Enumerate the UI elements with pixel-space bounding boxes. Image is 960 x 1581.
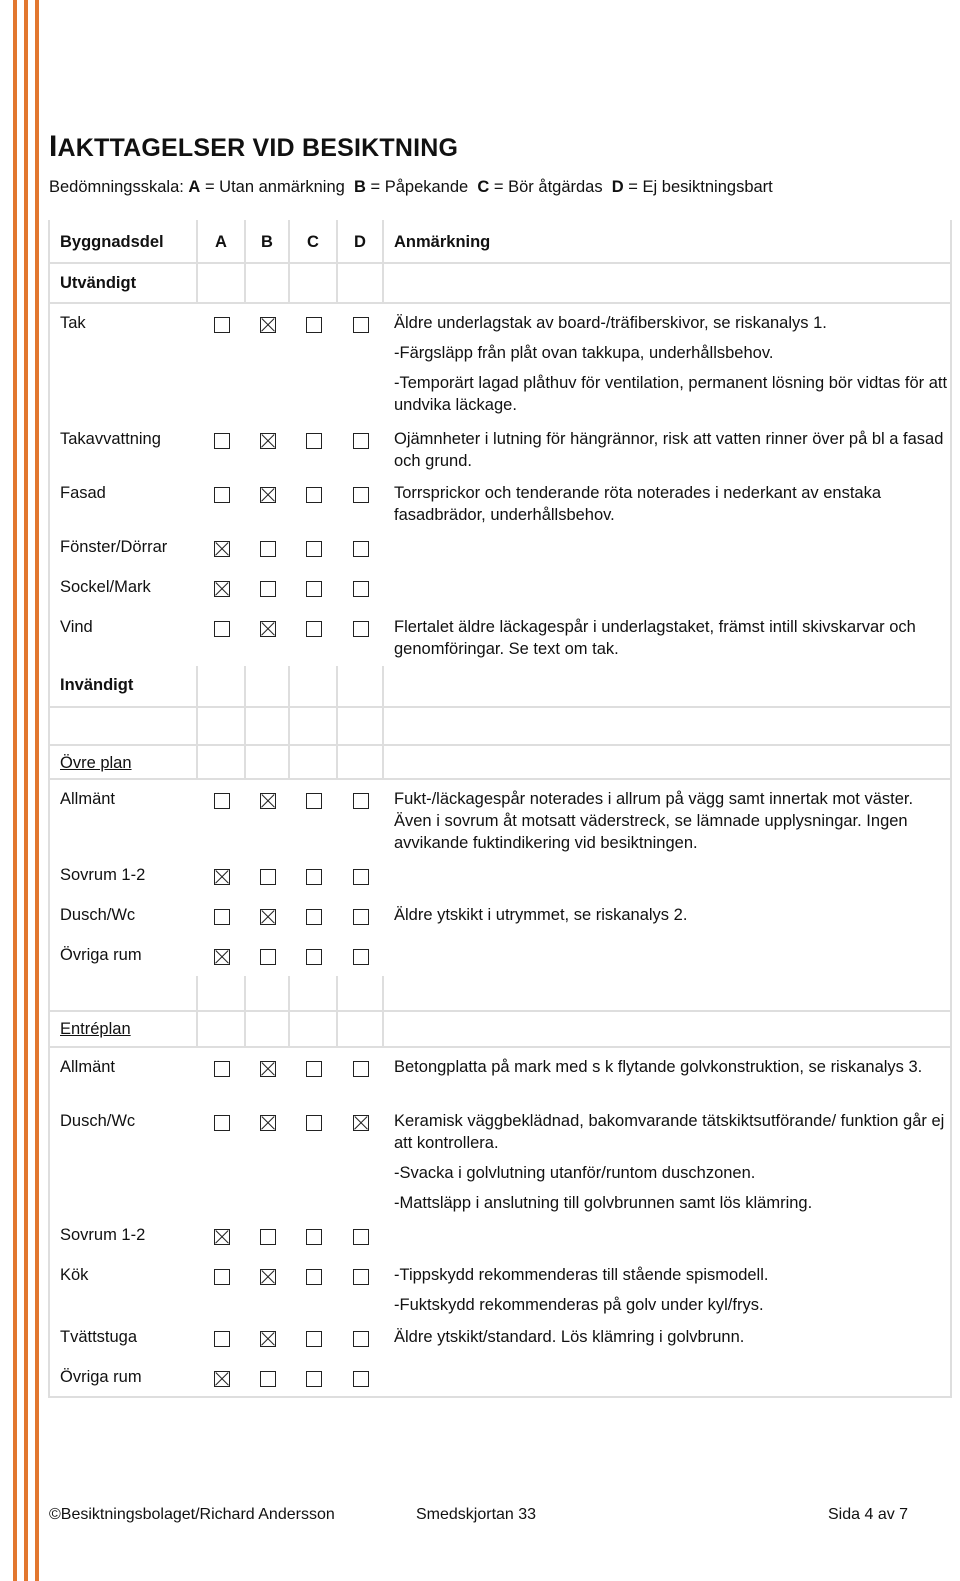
remark-cell: [384, 746, 952, 780]
table-row-u-dusch: [48, 896, 952, 936]
grade-cell-a: [198, 856, 246, 896]
part-label: Tak: [60, 314, 86, 332]
checkbox-d[interactable]: [353, 1229, 369, 1245]
remark-cell: [384, 1318, 952, 1358]
table-row-u-sovrum: [48, 856, 952, 896]
grade-cell-d: [338, 1012, 384, 1048]
grade-cell-b: [246, 708, 290, 746]
checkbox-b[interactable]: [260, 1371, 276, 1387]
part-label: Entréplan: [60, 1020, 131, 1038]
remark-cell: [384, 976, 952, 1012]
grade-cell-d: [338, 1318, 384, 1358]
section-row-outside: [48, 264, 952, 304]
checkbox-c[interactable]: [306, 541, 322, 557]
grade-cell-c: [290, 1318, 338, 1358]
part-cell: [48, 568, 198, 608]
grade-cell-d: [338, 856, 384, 896]
scale-key-d: D: [611, 178, 624, 196]
spacer-row: [48, 976, 952, 1012]
checkbox-d[interactable]: [353, 1331, 369, 1347]
remark-cell: [384, 1216, 952, 1256]
part-label: Tvättstuga: [60, 1328, 138, 1346]
remark-text: -Svacka i golvlutning utanför/runtom duschzonen.: [394, 1164, 756, 1182]
checkbox-c[interactable]: [306, 581, 322, 597]
footer-address: Smedskjortan 33: [416, 1506, 537, 1523]
checkbox-a[interactable]: [214, 1269, 230, 1285]
part-cell: [48, 1048, 198, 1102]
checkbox-b[interactable]: [260, 909, 276, 925]
grade-cell-b: [246, 304, 290, 420]
remark-cell: [384, 1012, 952, 1048]
grade-cell-a: [198, 528, 246, 568]
grade-cell-b: [246, 1048, 290, 1102]
checkbox-c[interactable]: [306, 1061, 322, 1077]
grade-cell-a: [198, 304, 246, 420]
remark-cell: [384, 528, 952, 568]
checkbox-b[interactable]: [260, 1115, 276, 1131]
grade-cell-b: [246, 474, 290, 528]
grade-cell-a: [198, 896, 246, 936]
checkbox-d[interactable]: [353, 621, 369, 637]
checkbox-a[interactable]: [214, 1371, 230, 1387]
grade-cell-b: [246, 528, 290, 568]
table-row-fasad: [48, 474, 952, 528]
remark-cell: [384, 1048, 952, 1102]
remark-cell: [384, 568, 952, 608]
checkbox-c[interactable]: [306, 1331, 322, 1347]
remark-cell: [384, 896, 952, 936]
grade-cell-b: [246, 1012, 290, 1048]
table-row-e-dusch: [48, 1102, 952, 1216]
part-label: Allmänt: [60, 790, 116, 808]
checkbox-d[interactable]: [353, 433, 369, 449]
checkbox-c[interactable]: [306, 869, 322, 885]
grade-cell-d: [338, 746, 384, 780]
remark-text: Ojämnheter i lutning för hängrännor, risk att vatten rinner över på bl a fasad och grund.: [394, 430, 944, 470]
scale-text-b: = Påpekande: [370, 178, 469, 196]
remark-text: -Temporärt lagad plåthuv för ventilation, permanent lösning bör vidtas för att undvika läckage.: [394, 374, 948, 414]
scale-text-c: = Bör åtgärdas: [493, 178, 603, 196]
checkbox-a[interactable]: [214, 541, 230, 557]
grade-cell-a: [198, 474, 246, 528]
grade-cell-c: [290, 896, 338, 936]
checkbox-a[interactable]: [214, 869, 230, 885]
remark-text: -Färgsläpp från plåt ovan takkupa, underhållsbehov.: [394, 344, 774, 362]
checkbox-b[interactable]: [260, 621, 276, 637]
grade-cell-c: [290, 264, 338, 304]
checkbox-d[interactable]: [353, 487, 369, 503]
scale-key-c: C: [477, 178, 490, 196]
part-cell: [48, 976, 198, 1012]
part-cell: [48, 420, 198, 474]
checkbox-a[interactable]: [214, 909, 230, 925]
grade-cell-c: [290, 708, 338, 746]
grade-cell-a: [198, 1216, 246, 1256]
remark-cell: [384, 420, 952, 474]
left-stripe-3: [35, 0, 39, 1581]
grade-cell-c: [290, 528, 338, 568]
part-cell: [48, 474, 198, 528]
grade-cell-d: [338, 264, 384, 304]
checkbox-a[interactable]: [214, 793, 230, 809]
grade-cell-a: [198, 1256, 246, 1318]
checkbox-b[interactable]: [260, 949, 276, 965]
table-row-sockel: [48, 568, 952, 608]
checkbox-a[interactable]: [214, 487, 230, 503]
checkbox-b[interactable]: [260, 1331, 276, 1347]
checkbox-d[interactable]: [353, 1061, 369, 1077]
grade-cell-d: [338, 1256, 384, 1318]
grade-cell-c: [290, 1216, 338, 1256]
table-row-e-kok: [48, 1256, 952, 1318]
remark-text: Fukt-/läckagespår noterades i allrum på vägg samt innertak mot väster. Även i sovrum åt motsatt väderstreck, se lämnade upplysningar. Ingen avvikande fuktindikering vid besiktningen.: [394, 790, 914, 852]
grade-cell-d: [338, 780, 384, 856]
rating-scale: [49, 178, 773, 197]
grade-cell-a: [198, 1318, 246, 1358]
grade-cell-c: [290, 976, 338, 1012]
table-row-e-sovrum: [48, 1216, 952, 1256]
checkbox-d[interactable]: [353, 793, 369, 809]
header-grade-b: B: [261, 233, 273, 251]
part-label: Sovrum 1-2: [60, 1226, 146, 1244]
checkbox-b[interactable]: [260, 793, 276, 809]
remark-text: Betongplatta på mark med s k flytande golvkonstruktion, se riskanalys 3.: [394, 1058, 923, 1076]
grade-cell-a: [198, 666, 246, 708]
checkbox-c[interactable]: [306, 793, 322, 809]
grade-cell-b: [246, 896, 290, 936]
checkbox-c[interactable]: [306, 1115, 322, 1131]
table-row-e-ovriga: [48, 1358, 952, 1398]
remark-text: Flertalet äldre läckagespår i underlagstaket, främst intill skivskarvar och genomföringar. Se text om tak.: [394, 618, 916, 658]
grade-cell-b: [246, 608, 290, 666]
part-label: Övre plan: [60, 754, 132, 772]
grade-cell-d: [338, 936, 384, 976]
checkbox-d[interactable]: [353, 869, 369, 885]
checkbox-a[interactable]: [214, 1331, 230, 1347]
grade-cell-c: [290, 304, 338, 420]
grade-cell-b: [246, 1318, 290, 1358]
part-cell: [48, 220, 198, 264]
part-label: Sockel/Mark: [60, 578, 151, 596]
footer-copyright: ©Besiktningsbolaget/Richard Andersson: [49, 1506, 335, 1523]
grade-cell-c: [290, 220, 338, 264]
table-row-u-ovriga: [48, 936, 952, 976]
grade-cell-d: [338, 528, 384, 568]
grade-cell-b: [246, 1102, 290, 1216]
remark-cell: [384, 220, 952, 264]
grade-cell-c: [290, 746, 338, 780]
grade-cell-b: [246, 1216, 290, 1256]
grade-cell-d: [338, 976, 384, 1012]
grade-cell-b: [246, 976, 290, 1012]
grade-cell-d: [338, 1048, 384, 1102]
header-grade-a: A: [215, 233, 227, 251]
grade-cell-d: [338, 896, 384, 936]
checkbox-c[interactable]: [306, 909, 322, 925]
checkbox-d[interactable]: [353, 909, 369, 925]
scale-key-a: A: [188, 178, 201, 196]
remark-text: -Fuktskydd rekommenderas på golv under kyl/frys.: [394, 1296, 764, 1314]
remark-cell: [384, 264, 952, 304]
part-cell: [48, 746, 198, 780]
grade-cell-d: [338, 1102, 384, 1216]
checkbox-a[interactable]: [214, 581, 230, 597]
grade-cell-d: [338, 568, 384, 608]
grade-cell-c: [290, 420, 338, 474]
page-title: [49, 130, 458, 164]
header-grade-d: D: [354, 233, 366, 251]
checkbox-a[interactable]: [214, 1061, 230, 1077]
title-initial: I: [49, 130, 58, 163]
grade-cell-c: [290, 936, 338, 976]
remark-cell: [384, 936, 952, 976]
checkbox-a[interactable]: [214, 621, 230, 637]
grade-cell-a: [198, 780, 246, 856]
checkbox-d[interactable]: [353, 949, 369, 965]
checkbox-b[interactable]: [260, 869, 276, 885]
checkbox-d[interactable]: [353, 1269, 369, 1285]
part-cell: [48, 896, 198, 936]
remark-cell: [384, 708, 952, 746]
checkbox-d[interactable]: [353, 541, 369, 557]
grade-cell-b: [246, 666, 290, 708]
table-row-fonster: [48, 528, 952, 568]
table-row-takavvattning: [48, 420, 952, 474]
grade-cell-a: [198, 420, 246, 474]
remark-text: Äldre ytskikt/standard. Lös klämring i golvbrunn.: [394, 1328, 745, 1346]
checkbox-a[interactable]: [214, 1115, 230, 1131]
part-cell: [48, 708, 198, 746]
remark-cell: [384, 1358, 952, 1398]
part-cell: [48, 856, 198, 896]
checkbox-c[interactable]: [306, 487, 322, 503]
part-label: Utvändigt: [60, 274, 137, 292]
part-cell: [48, 528, 198, 568]
grade-cell-d: [338, 420, 384, 474]
table-header-row: [48, 220, 952, 264]
header-remark-label: Anmärkning: [394, 233, 491, 251]
checkbox-c[interactable]: [306, 621, 322, 637]
grade-cell-d: [338, 220, 384, 264]
grade-cell-d: [338, 708, 384, 746]
grade-cell-a: [198, 568, 246, 608]
grade-cell-d: [338, 1216, 384, 1256]
checkbox-a[interactable]: [214, 433, 230, 449]
part-label: Kök: [60, 1266, 89, 1284]
part-label: Takavvattning: [60, 430, 161, 448]
remark-text: -Tippskydd rekommenderas till stående spismodell.: [394, 1266, 769, 1284]
checkbox-c[interactable]: [306, 1269, 322, 1285]
table-row-e-tvatt: [48, 1318, 952, 1358]
scale-text-d: = Ej besiktningsbart: [628, 178, 773, 196]
grade-cell-c: [290, 608, 338, 666]
remark-cell: [384, 856, 952, 896]
part-label: Dusch/Wc: [60, 906, 136, 924]
grade-cell-b: [246, 420, 290, 474]
checkbox-b[interactable]: [260, 541, 276, 557]
table-row-u-allmant: [48, 780, 952, 856]
grade-cell-b: [246, 1256, 290, 1318]
grade-cell-a: [198, 608, 246, 666]
part-label: Allmänt: [60, 1058, 116, 1076]
part-cell: [48, 666, 198, 708]
checkbox-b[interactable]: [260, 487, 276, 503]
remark-cell: [384, 1256, 952, 1318]
header-part-label: Byggnadsdel: [60, 233, 164, 251]
part-cell: [48, 1256, 198, 1318]
remark-cell: [384, 474, 952, 528]
grade-cell-b: [246, 1358, 290, 1398]
checkbox-d[interactable]: [353, 1115, 369, 1131]
table-row-vind: [48, 608, 952, 666]
grade-cell-a: [198, 220, 246, 264]
remark-cell: [384, 780, 952, 856]
grade-cell-c: [290, 1102, 338, 1216]
grade-cell-a: [198, 1358, 246, 1398]
grade-cell-b: [246, 936, 290, 976]
grade-cell-b: [246, 856, 290, 896]
remark-text: Torrsprickor och tenderande röta noterades i nederkant av enstaka fasadbrädor, underhållsbehov.: [394, 484, 882, 524]
grade-cell-b: [246, 264, 290, 304]
scale-key-b: B: [353, 178, 366, 196]
checkbox-a[interactable]: [214, 1229, 230, 1245]
scale-text-a: = Utan anmärkning: [204, 178, 345, 196]
checkbox-d[interactable]: [353, 317, 369, 333]
remark-text: Äldre ytskikt i utrymmet, se riskanalys 2.: [394, 906, 688, 924]
section-row-inside: [48, 666, 952, 708]
checkbox-b[interactable]: [260, 581, 276, 597]
part-cell: [48, 1358, 198, 1398]
checkbox-a[interactable]: [214, 317, 230, 333]
grade-cell-c: [290, 1358, 338, 1398]
grade-cell-c: [290, 1256, 338, 1318]
checkbox-c[interactable]: [306, 949, 322, 965]
grade-cell-b: [246, 780, 290, 856]
checkbox-b[interactable]: [260, 1061, 276, 1077]
grade-cell-d: [338, 304, 384, 420]
title-rest: AKTTAGELSER VID BESIKTNING: [57, 134, 459, 162]
remark-text: Keramisk väggbeklädnad, bakomvarande tätskiktsutförande/ funktion går ej att kontrollera.: [394, 1112, 945, 1152]
checkbox-b[interactable]: [260, 1229, 276, 1245]
table-row-e-allmant: [48, 1048, 952, 1102]
left-stripe-1: [13, 0, 17, 1581]
checkbox-a[interactable]: [214, 949, 230, 965]
part-cell: [48, 608, 198, 666]
section-row-upper: [48, 746, 952, 780]
part-cell: [48, 936, 198, 976]
grade-cell-a: [198, 936, 246, 976]
grade-cell-c: [290, 1012, 338, 1048]
grade-cell-c: [290, 856, 338, 896]
part-cell: [48, 1102, 198, 1216]
section-row-entry: [48, 1012, 952, 1048]
footer-page-number: Sida 4 av 7: [828, 1506, 909, 1523]
checkbox-c[interactable]: [306, 433, 322, 449]
grade-cell-d: [338, 608, 384, 666]
part-cell: [48, 1012, 198, 1048]
part-cell: [48, 1216, 198, 1256]
checkbox-b[interactable]: [260, 317, 276, 333]
checkbox-d[interactable]: [353, 581, 369, 597]
part-label: Sovrum 1-2: [60, 866, 146, 884]
remark-text: Äldre underlagstak av board-/träfiberskivor, se riskanalys 1.: [394, 314, 827, 332]
grade-cell-b: [246, 746, 290, 780]
remark-cell: [384, 1102, 952, 1216]
checkbox-b[interactable]: [260, 1269, 276, 1285]
grade-cell-d: [338, 474, 384, 528]
part-label: Dusch/Wc: [60, 1112, 136, 1130]
remark-text: -Mattsläpp i anslutning till golvbrunnen samt lös klämring.: [394, 1194, 813, 1212]
grade-cell-a: [198, 1012, 246, 1048]
checkbox-c[interactable]: [306, 1229, 322, 1245]
grade-cell-a: [198, 976, 246, 1012]
grade-cell-c: [290, 474, 338, 528]
spacer-row: [48, 708, 952, 746]
inspection-table: [48, 220, 952, 1398]
part-label: Övriga rum: [60, 946, 142, 964]
grade-cell-a: [198, 1048, 246, 1102]
part-cell: [48, 780, 198, 856]
grade-cell-a: [198, 264, 246, 304]
remark-cell: [384, 304, 952, 420]
grade-cell-a: [198, 708, 246, 746]
remark-cell: [384, 666, 952, 708]
part-label: Övriga rum: [60, 1368, 142, 1386]
grade-cell-c: [290, 780, 338, 856]
grade-cell-c: [290, 1048, 338, 1102]
grade-cell-a: [198, 1102, 246, 1216]
checkbox-b[interactable]: [260, 433, 276, 449]
grade-cell-b: [246, 220, 290, 264]
grade-cell-d: [338, 1358, 384, 1398]
checkbox-d[interactable]: [353, 1371, 369, 1387]
remark-cell: [384, 608, 952, 666]
part-label: Fasad: [60, 484, 106, 502]
part-label: Fönster/Dörrar: [60, 538, 168, 556]
checkbox-c[interactable]: [306, 317, 322, 333]
grade-cell-a: [198, 746, 246, 780]
part-label: Invändigt: [60, 676, 134, 694]
header-grade-c: C: [307, 233, 319, 251]
checkbox-c[interactable]: [306, 1371, 322, 1387]
grade-cell-b: [246, 568, 290, 608]
scale-intro: Bedömningsskala:: [49, 178, 184, 196]
left-stripe-2: [24, 0, 28, 1581]
part-cell: [48, 304, 198, 420]
table-row-tak: [48, 304, 952, 420]
grade-cell-c: [290, 666, 338, 708]
grade-cell-c: [290, 568, 338, 608]
part-cell: [48, 1318, 198, 1358]
part-label: Vind: [60, 618, 93, 636]
part-cell: [48, 264, 198, 304]
grade-cell-d: [338, 666, 384, 708]
